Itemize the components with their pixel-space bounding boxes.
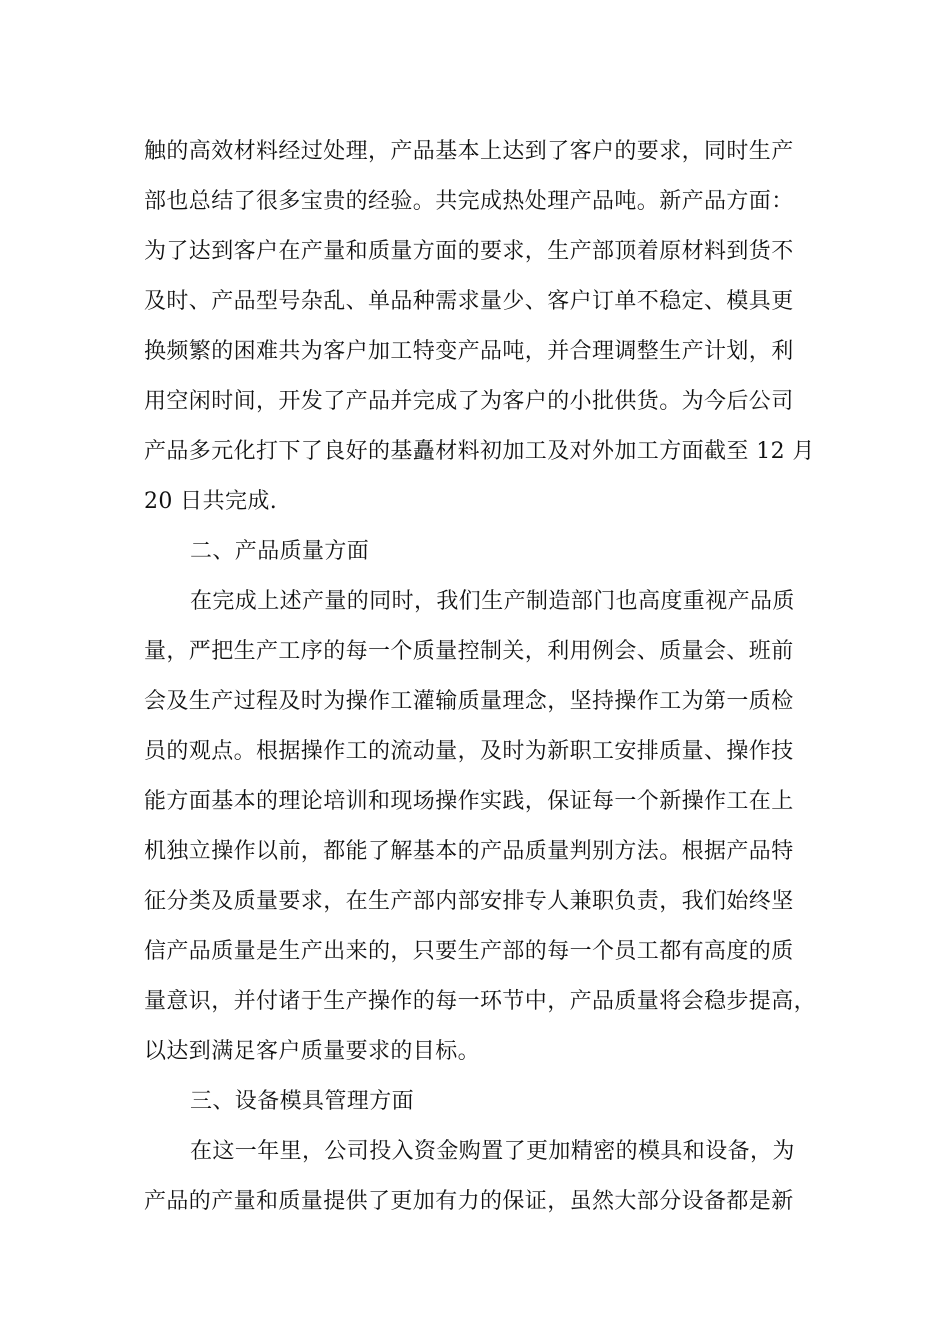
paragraph-line: 在这一年里，公司投入资金购置了更加精密的模具和设备，为 (190, 1139, 795, 1164)
paragraph-line: 能方面基本的理论培训和现场操作实践，保证每一个新操作工在上 (144, 789, 794, 814)
paragraph-line: 量意识，并付诸于生产操作的每一环节中，产品质量将会稳步提高， (144, 989, 817, 1014)
paragraph-line: 及时、产品型号杂乱、单品种需求量少、客户订单不稳定、模具更 (144, 289, 794, 314)
paragraph-line: 产品的产量和质量提供了更加有力的保证，虽然大部分设备都是新 (144, 1189, 794, 1214)
paragraph-line: 部也总结了很多宝贵的经验。共完成热处理产品吨。新产品方面： (144, 189, 794, 214)
paragraph-line: 在完成上述产量的同时，我们生产制造部门也高度重视产品质 (190, 589, 795, 614)
paragraph-line: 为了达到客户在产量和质量方面的要求，生产部顶着原材料到货不 (144, 239, 794, 264)
paragraph-line: 量，严把生产工序的每一个质量控制关，利用例会、质量会、班前 (144, 639, 794, 664)
paragraph-line: 以达到满足客户质量要求的目标。 (144, 1039, 481, 1064)
section-heading-equipment: 三、设备模具管理方面 (190, 1089, 415, 1114)
section-heading-quality: 二、产品质量方面 (190, 539, 370, 564)
paragraph-line: 征分类及质量要求，在生产部内部安排专人兼职负责，我们始终坚 (144, 889, 794, 914)
paragraph-line: 员的观点。根据操作工的流动量，及时为新职工安排质量、操作技 (144, 739, 794, 764)
paragraph-line: 20 日共完成. (144, 489, 278, 514)
paragraph-line: 会及生产过程及时为操作工灌输质量理念，坚持操作工为第一质检 (144, 689, 794, 714)
paragraph-line: 换频繁的困难共为客户加工特变产品吨，并合理调整生产计划，利 (144, 339, 794, 364)
paragraph-line: 用空闲时间，开发了产品并完成了为客户的小批供货。为今后公司 (144, 389, 794, 414)
paragraph-line: 触的高效材料经过处理，产品基本上达到了客户的要求，同时生产 (144, 139, 794, 164)
paragraph-line: 信产品质量是生产出来的，只要生产部的每一个员工都有高度的质 (144, 939, 794, 964)
paragraph-line: 机独立操作以前，都能了解基本的产品质量判别方法。根据产品特 (144, 839, 794, 864)
paragraph-line: 产品多元化打下了良好的基矗材料初加工及对外加工方面截至 12 月 (144, 439, 815, 464)
